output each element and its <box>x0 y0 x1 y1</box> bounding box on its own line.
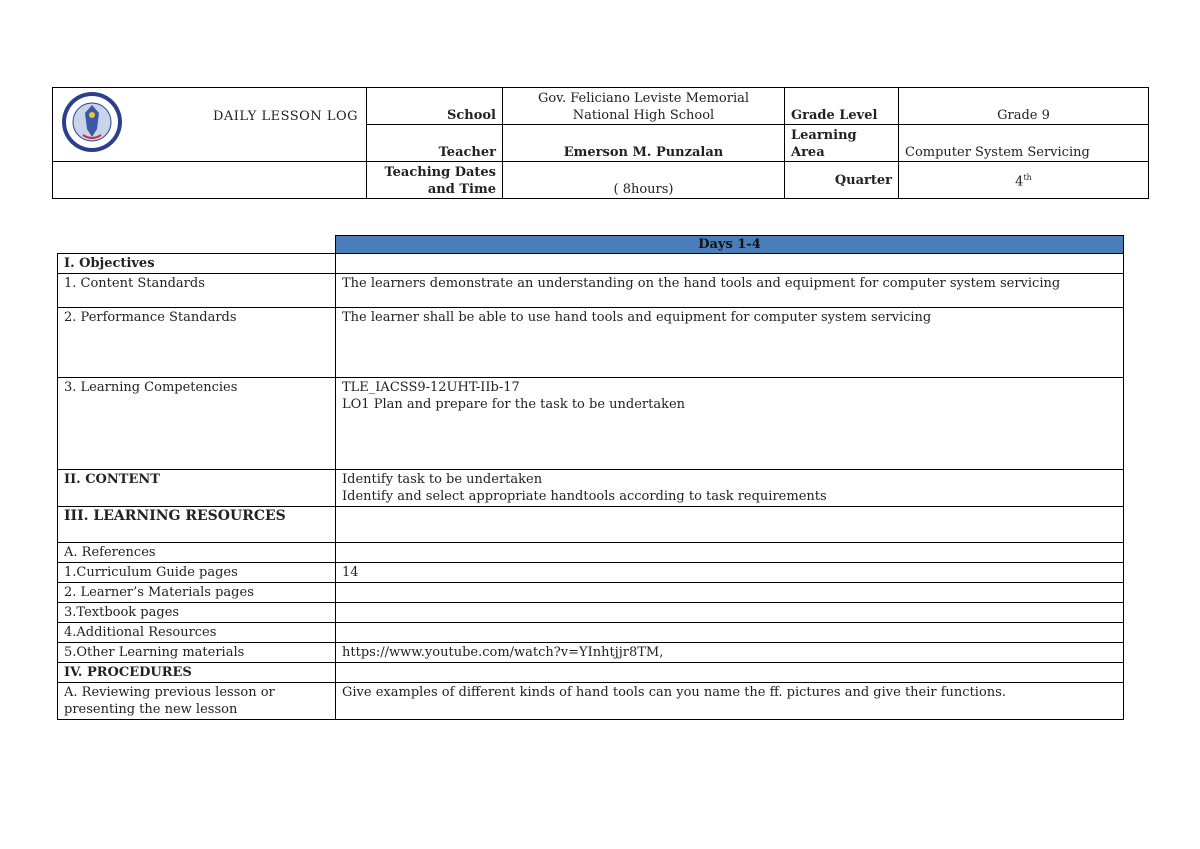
blank-header-cell <box>58 236 336 254</box>
additional-resources-value <box>336 623 1124 643</box>
resources-value <box>336 507 1124 543</box>
references-label: A. References <box>58 543 336 563</box>
resources-label: III. LEARNING RESOURCES <box>58 507 336 543</box>
document-title: DAILY LESSON LOG <box>212 109 358 124</box>
dates-value: ( 8hours) <box>503 162 785 199</box>
curriculum-value: 14 <box>336 563 1124 583</box>
dates-label-line2: and Time <box>427 182 496 197</box>
days-header: Days 1-4 <box>336 236 1124 254</box>
school-value <box>503 88 785 125</box>
dates-label <box>367 162 503 199</box>
curriculum-label: 1.Curriculum Guide pages <box>58 563 336 583</box>
school-value-line1: Gov. Feliciano Leviste Memorial <box>537 91 750 106</box>
procedures-value <box>336 663 1124 683</box>
grade-level-value: Grade 9 <box>899 88 1149 125</box>
logo-cell <box>53 88 367 162</box>
competencies-label: 3. Learning Competencies <box>58 378 336 470</box>
references-value <box>336 543 1124 563</box>
school-value-line2: National High School <box>572 108 715 123</box>
header-table <box>52 87 1149 199</box>
teacher-label: Teacher <box>367 125 503 162</box>
learning-area-value: Computer System Servicing <box>899 125 1149 162</box>
competencies-code: TLE_IACSS9-12UHT-IIb-17 <box>342 380 520 395</box>
textbook-label: 3.Textbook pages <box>58 603 336 623</box>
reviewing-label <box>58 683 336 720</box>
quarter-number: 4 <box>1015 174 1024 190</box>
quarter-value <box>899 162 1149 199</box>
reviewing-value: Give examples of different kinds of hand tools can you name the ff. pictures and give their functions. <box>336 683 1124 720</box>
quarter-label: Quarter <box>785 162 899 199</box>
teacher-value: Emerson M. Punzalan <box>503 125 785 162</box>
learners-materials-label: 2. Learner’s Materials pages <box>58 583 336 603</box>
competencies-value <box>336 378 1124 470</box>
performance-standards-value: The learner shall be able to use hand tools and equipment for computer system servicing <box>336 308 1124 378</box>
content-label: II. CONTENT <box>58 470 336 507</box>
content-line2: Identify and select appropriate handtools according to task requirements <box>342 489 827 504</box>
additional-resources-label: 4.Additional Resources <box>58 623 336 643</box>
objectives-label: I. Objectives <box>58 254 336 274</box>
grade-level-label: Grade Level <box>785 88 899 125</box>
empty-cell <box>53 162 367 199</box>
dates-label-line1: Teaching Dates <box>384 165 496 180</box>
learners-materials-value <box>336 583 1124 603</box>
textbook-value <box>336 603 1124 623</box>
content-line1: Identify task to be undertaken <box>342 472 543 487</box>
objectives-value <box>336 254 1124 274</box>
procedures-label: IV. PROCEDURES <box>58 663 336 683</box>
other-materials-link[interactable]: https://www.youtube.com/watch?v=YInhtjjr8TM, <box>336 643 1124 663</box>
performance-standards-label: 2. Performance Standards <box>58 308 336 378</box>
learning-area-label: Learning Area <box>785 125 899 162</box>
content-standards-value: The learners demonstrate an understanding on the hand tools and equipment for computer system servicing <box>336 274 1124 308</box>
other-materials-label: 5.Other Learning materials <box>58 643 336 663</box>
content-standards-label: 1. Content Standards <box>58 274 336 308</box>
reviewing-label-line2: presenting the new lesson <box>64 702 238 717</box>
lesson-log-table <box>57 235 1124 720</box>
content-value <box>336 470 1124 507</box>
reviewing-label-line1: A. Reviewing previous lesson or <box>64 685 275 700</box>
deped-seal-icon <box>61 91 123 153</box>
school-label: School <box>367 88 503 125</box>
quarter-suffix: th <box>1023 173 1032 183</box>
competencies-text: LO1 Plan and prepare for the task to be undertaken <box>342 397 686 412</box>
